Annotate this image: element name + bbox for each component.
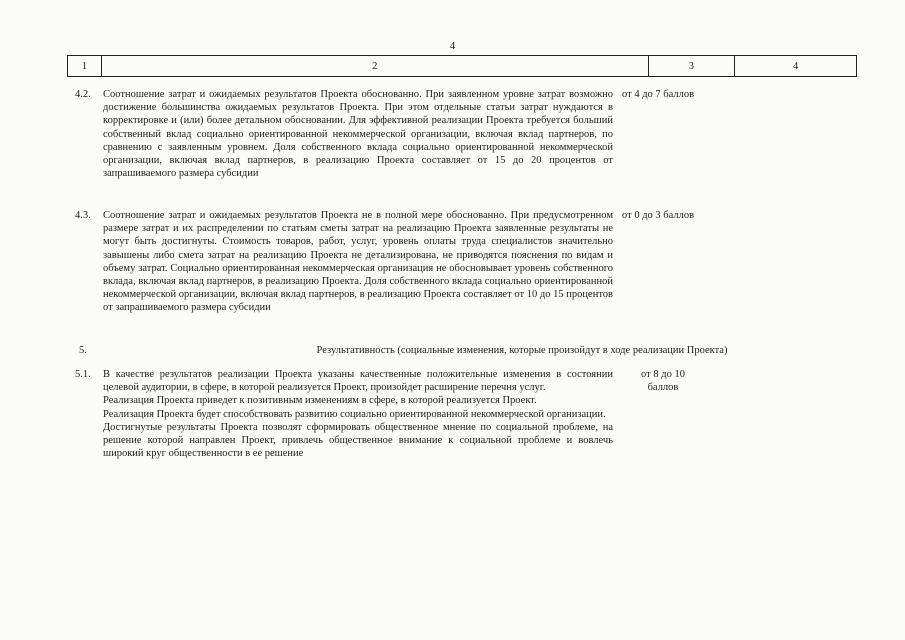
page-number: 4 xyxy=(449,40,456,52)
table-row xyxy=(67,368,857,493)
score-range: от 4 до 7 баллов xyxy=(622,89,695,100)
section-number: 5. xyxy=(79,345,87,356)
score-range: от 8 до 10 баллов xyxy=(641,369,685,393)
section-row xyxy=(67,344,857,360)
criterion-text xyxy=(103,88,613,180)
header-cell-4: 4 xyxy=(793,60,799,72)
criterion-paragraph: Достигнутые результаты Проекта позволят сформировать общественное мнение по социальной проблеме, на решение которой направлен Проект, привлечь общественное внимание к социальной проблеме и вовлечь широкий круг общественности в ее решение xyxy=(103,421,613,460)
header-cell-2: 2 xyxy=(102,56,649,76)
section-title: Результативность (социальные изменения, которые произойдут в ходе реализации Проекта) xyxy=(316,345,728,356)
row-number: 5.1. xyxy=(75,369,91,380)
table-row xyxy=(67,88,857,198)
score-range: от 0 до 3 баллов xyxy=(622,210,695,221)
criterion-paragraph: Соотношение затрат и ожидаемых результатов Проекта обоснованно. При заявленном уровне затрат возможно достижение большинства ожидаемых результатов Проекта. При этом отдельные статьи затрат нуждаются в корректировке и (или) более детальном обосновании. Для эффективной реализации Проекта требуется больший собственный вклад социально ориентированной некоммерческой организации, включая вклад партнеров, по сравнению с заявленным уровнем. Доля собственного вклада социально ориентированной некоммерческой организации, включая вклад партнеров, в реализацию Проекта составляет от 15 до 20 процентов от запрашиваемого размера субсидии xyxy=(103,89,613,180)
table-header-row xyxy=(67,55,857,77)
header-cell-3: 3 xyxy=(649,56,736,76)
header-cell-1: 1 xyxy=(68,56,102,76)
criterion-text xyxy=(103,209,613,315)
criterion-paragraph: Соотношение затрат и ожидаемых результатов Проекта не в полной мере обоснованно. При предусмотренном размере затрат и их распределении по статьям сметы затрат на реализацию Проекта заявленные результаты не могут быть достигнуты. Стоимость товаров, работ, услуг, уровень оплаты труда специалистов значительно завышены либо смета затрат на реализацию Проекта не детализирована, не приводятся пояснения по видам и объему затрат. Социально ориентированная некоммерческая организация не обосновывает уровень собственного вклада, включая вклад партнеров, в реализацию Проекта. Доля собственного вклада социально ориентированной некоммерческой организации, включая вклад партнеров, в реализацию Проекта составляет от 10 до 15 процентов от запрашиваемого размера субсидии xyxy=(103,210,613,314)
criterion-paragraph: Реализация Проекта приведет к позитивным изменениям в сфере, в которой реализуется Проект. xyxy=(103,395,537,407)
criterion-text xyxy=(103,368,613,460)
table-row xyxy=(67,209,857,331)
row-number: 4.3. xyxy=(75,210,91,221)
criterion-paragraph: Реализация Проекта будет способствовать развитию социально ориентированной некоммерческой организации. xyxy=(103,408,606,420)
row-number: 4.2. xyxy=(75,89,91,100)
criterion-paragraph: В качестве результатов реализации Проекта указаны качественные положительные изменения в состоянии целевой аудитории, в сфере, в которой реализуется Проект, произойдет расширение перечня услуг. xyxy=(103,369,613,394)
